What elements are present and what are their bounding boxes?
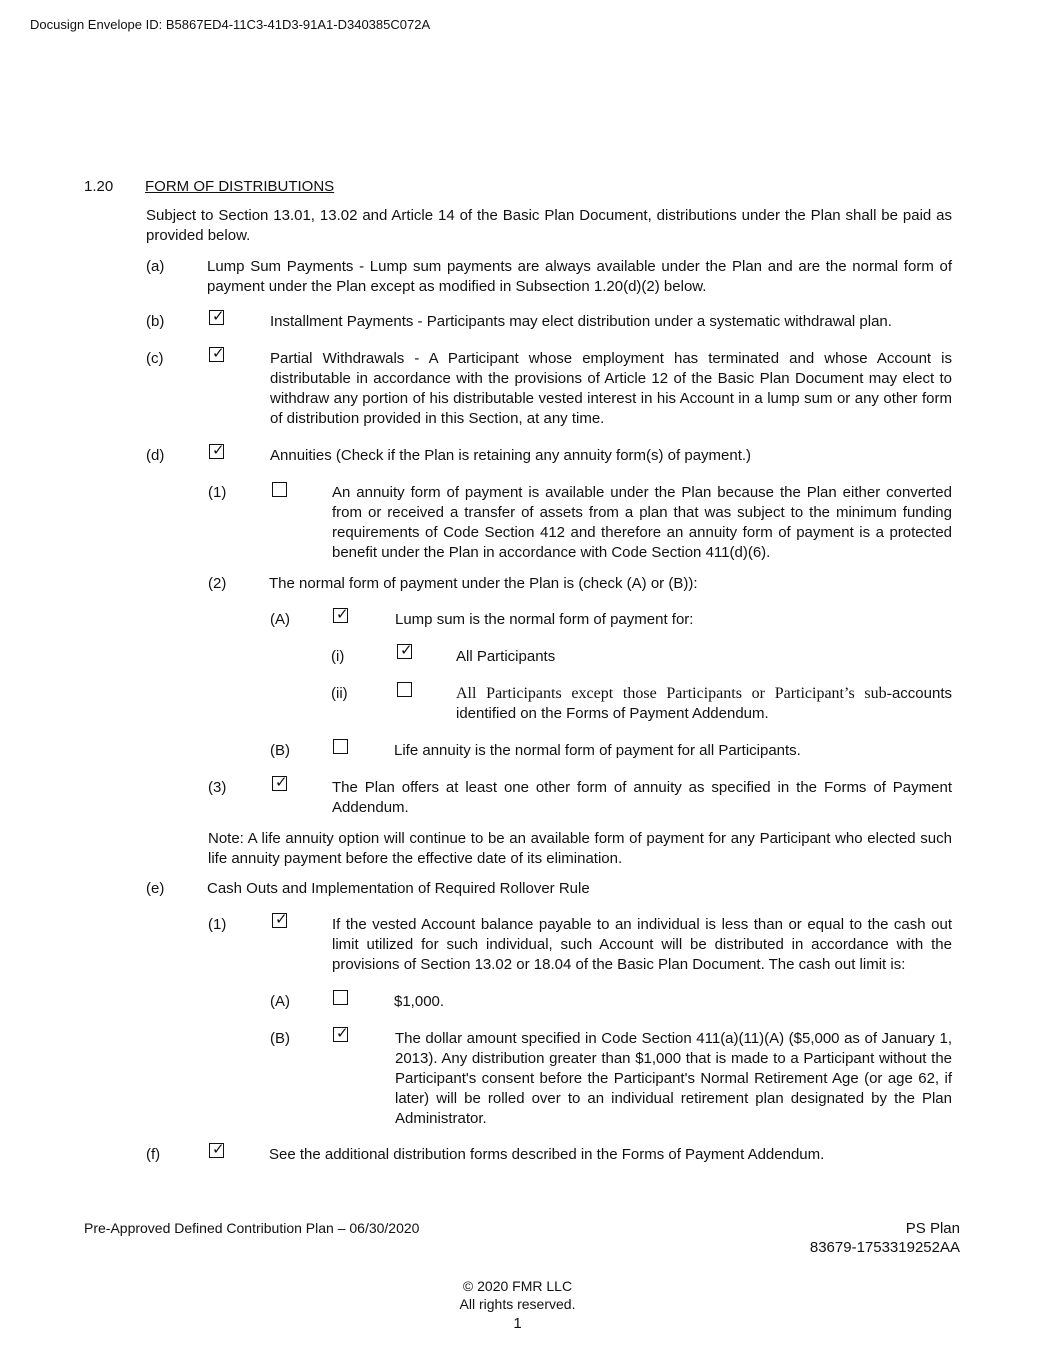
item-f-label: (f)	[146, 1146, 161, 1163]
item-e-text: Cash Outs and Implementation of Required Rollover Rule	[207, 880, 590, 897]
item-d1-checkbox[interactable]	[272, 482, 287, 497]
item-a-text: Lump Sum Payments - Lump sum payments are always available under the Plan and are the normal form of payment under the Plan except as modified in Subsection 1.20(d)(2) below.	[207, 258, 952, 295]
item-d2-text: The normal form of payment under the Plan is (check (A) or (B)):	[269, 575, 698, 592]
item-eb-checkbox[interactable]	[333, 1024, 349, 1042]
section-title: FORM OF DISTRIBUTIONS	[145, 178, 335, 195]
footer-copyright: © 2020 FMR LLC	[462, 1278, 573, 1294]
item-d2b-checkbox[interactable]	[333, 739, 348, 754]
check-icon: ✓	[400, 641, 413, 659]
item-d2a-label: (A)	[270, 611, 290, 628]
item-ea-label: (A)	[270, 993, 290, 1010]
footer-plan-name: Pre-Approved Defined Contribution Plan – 06/30/2020	[84, 1220, 420, 1236]
item-d-checkbox[interactable]	[209, 441, 225, 459]
item-f-checkbox[interactable]	[209, 1140, 225, 1158]
item-f-text: See the additional distribution forms described in the Forms of Payment Addendum.	[269, 1146, 825, 1163]
footer-rights: All rights reserved.	[459, 1296, 576, 1312]
item-b-checkbox[interactable]	[209, 307, 225, 325]
item-e1-label: (1)	[208, 916, 227, 933]
item-e1-checkbox[interactable]	[272, 910, 288, 928]
item-d3-text: The Plan offers at least one other form of annuity as specified in the Forms of Payment Addendum.	[332, 779, 952, 816]
item-eb-label: (B)	[270, 1030, 290, 1047]
intro-paragraph: Subject to Section 13.01, 13.02 and Article 14 of the Basic Plan Document, distributions under the Plan shall be paid as provided below.	[146, 207, 952, 244]
item-d2a-checkbox[interactable]	[333, 605, 349, 623]
item-ea-checkbox[interactable]	[333, 990, 348, 1005]
check-icon: ✓	[212, 441, 225, 459]
footer-plan-id	[810, 1219, 960, 1257]
item-d2a-ii-text	[456, 684, 952, 724]
item-d2a-text: Lump sum is the normal form of payment for:	[395, 611, 694, 628]
footer-copyright-block	[0, 1277, 1035, 1333]
item-c-label: (c)	[146, 350, 164, 367]
check-icon: ✓	[275, 773, 288, 791]
item-d2-label: (2)	[208, 575, 227, 592]
item-d2a-i-checkbox[interactable]	[397, 641, 413, 659]
item-ea-text: $1,000.	[394, 993, 445, 1010]
item-d3-label: (3)	[208, 779, 227, 796]
footer-plan-type: PS Plan	[905, 1220, 960, 1237]
item-d2b-text: Life annuity is the normal form of payment for all Participants.	[394, 742, 801, 759]
page-number: 1	[513, 1315, 522, 1332]
item-d3-checkbox[interactable]	[272, 773, 288, 791]
item-d1-label: (1)	[208, 484, 227, 501]
item-d2a-i-label: (i)	[331, 648, 345, 665]
item-d2a-ii-text-rest: accounts identified on the Forms of Payment Addendum.	[456, 685, 952, 722]
item-b-text: Installment Payments - Participants may elect distribution under a systematic withdrawal plan.	[270, 313, 892, 330]
envelope-id: Docusign Envelope ID: B5867ED4-11C3-41D3-91A1-D340385C072A	[30, 17, 431, 32]
item-e1-text: If the vested Account balance payable to an individual is less than or equal to the cash out limit utilized for such individual, such Account will be distributed in accordance with the provisions of Section 13.02 or 18.04 of the Basic Plan Document. The cash out limit is:	[332, 916, 952, 973]
check-icon: ✓	[336, 1024, 349, 1042]
item-d2b-label: (B)	[270, 742, 290, 759]
item-d2a-ii-label: (ii)	[331, 685, 348, 702]
item-d2a-ii-checkbox[interactable]	[397, 682, 412, 697]
item-e-label: (e)	[146, 880, 165, 897]
check-icon: ✓	[212, 307, 225, 325]
check-icon: ✓	[212, 1140, 225, 1158]
item-b-label: (b)	[146, 313, 165, 330]
item-eb-text: The dollar amount specified in Code Section 411(a)(11)(A) ($5,000 as of January 1, 2013). Any distribution greater than $1,000 that is made to a Participant without the Participant's consent before the Participant's Normal Retirement Age (or age 62, if later) will be rolled over to an individual retirement plan designated by the Plan Administrator.	[395, 1030, 952, 1127]
item-c-checkbox[interactable]	[209, 344, 225, 362]
item-d2a-ii-text-serif: All Participants except those Participants or Participant’s sub-	[456, 685, 892, 702]
item-d2a-i-text: All Participants	[456, 648, 556, 665]
check-icon: ✓	[275, 910, 288, 928]
check-icon: ✓	[336, 605, 349, 623]
item-d-text: Annuities (Check if the Plan is retaining any annuity form(s) of payment.)	[270, 447, 752, 464]
check-icon: ✓	[212, 344, 225, 362]
annuity-note: Note: A life annuity option will continue to be an available form of payment for any Participant who elected such life annuity payment before the effective date of its elimination.	[208, 830, 952, 867]
footer-plan-number: 83679-1753319252AA	[809, 1239, 960, 1256]
item-d-label: (d)	[146, 447, 165, 464]
item-c-text: Partial Withdrawals - A Participant whose employment has terminated and whose Account is distributable in accordance with the provisions of Article 12 of the Basic Plan Document may elect to withdraw any portion of his distributable vested interest in his Account in a lump sum or any other form of distribution provided in this Section, at any time.	[270, 350, 952, 427]
item-d1-text: An annuity form of payment is available under the Plan because the Plan either converted from or received a transfer of assets from a plan that was subject to the minimum funding requirements of Code Section 412 and therefore an annuity form of payment is a protected benefit under the Plan in accordance with Code Section 411(d)(6).	[332, 484, 952, 561]
section-number: 1.20	[84, 178, 114, 195]
item-a-label: (a)	[146, 258, 165, 275]
